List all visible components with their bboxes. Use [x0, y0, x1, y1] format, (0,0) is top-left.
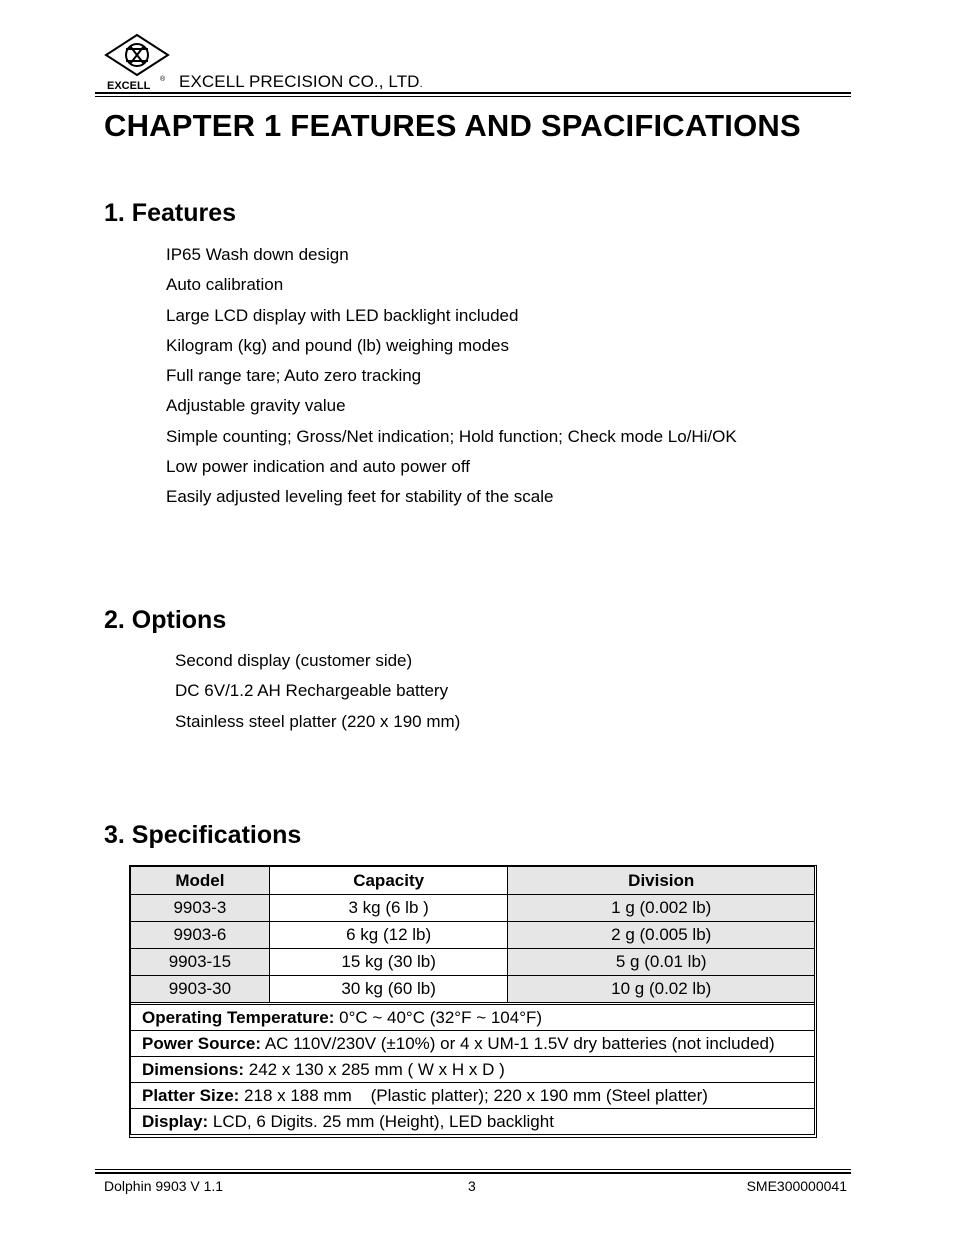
spec-detail-row	[131, 1031, 815, 1057]
spec-detail-row	[131, 1083, 815, 1109]
table-cell: 10 g (0.02 lb)	[508, 976, 815, 1003]
spec-detail-cell	[131, 1083, 815, 1109]
table-cell: 30 kg (60 lb)	[269, 976, 508, 1003]
company-name: EXCELL PRECISION CO., LTD.	[179, 72, 423, 91]
specifications-table	[130, 866, 815, 1135]
spec-detail-label: Operating Temperature:	[142, 1007, 335, 1027]
list-item: Large LCD display with LED backlight included	[166, 305, 519, 325]
header-rule-thin	[95, 96, 851, 97]
header-rule	[95, 92, 851, 94]
list-item: Full range tare; Auto zero tracking	[166, 366, 422, 386]
footer-page-number: 3	[468, 1178, 476, 1194]
table-cell: 1 g (0.002 lb)	[508, 895, 815, 922]
column-header-model: Model	[131, 867, 270, 895]
spec-detail-label: Display:	[142, 1111, 209, 1131]
svg-text:®: ®	[160, 76, 166, 83]
spec-detail-value: 0°C ~ 40°C (32°F ~ 104°F)	[334, 1007, 543, 1027]
spec-detail-label: Power Source:	[142, 1033, 262, 1053]
spec-detail-cell	[131, 1109, 815, 1135]
table-cell: 9903-30	[131, 976, 270, 1003]
footer-document-name: Dolphin 9903 V 1.1	[104, 1178, 224, 1194]
excell-logo	[104, 33, 170, 91]
spec-detail-label: Platter Size:	[142, 1085, 240, 1105]
list-item: Adjustable gravity value	[166, 396, 346, 416]
table-cell: 5 g (0.01 lb)	[508, 949, 815, 976]
chapter-title: CHAPTER 1 FEATURES AND SPACIFICATIONS	[104, 108, 801, 143]
list-item: Second display (customer side)	[175, 651, 413, 670]
table-cell: 3 kg (6 lb )	[269, 895, 508, 922]
table-cell: 2 g (0.005 lb)	[508, 922, 815, 949]
spec-detail-cell	[131, 1031, 815, 1057]
table-cell: 9903-6	[131, 922, 270, 949]
list-item: Kilogram (kg) and pound (lb) weighing modes	[166, 335, 510, 355]
list-item: DC 6V/1.2 AH Rechargeable battery	[175, 681, 449, 701]
table-cell: 9903-15	[131, 949, 270, 976]
list-item: Auto calibration	[166, 275, 284, 295]
footer-rule	[95, 1172, 851, 1174]
spec-detail-value: LCD, 6 Digits. 25 mm (Height), LED backlight	[208, 1111, 554, 1131]
spec-detail-row	[131, 1109, 815, 1135]
spec-detail-cell	[131, 1057, 815, 1083]
spec-detail-cell	[131, 1005, 815, 1031]
spec-detail-row	[131, 1005, 815, 1031]
table-header-row	[131, 867, 815, 895]
logo-text: EXCELL	[107, 80, 151, 91]
specifications-title: 3. Specifications	[104, 821, 302, 849]
spec-detail-value: 242 x 130 x 285 mm ( W x H x D )	[244, 1059, 505, 1079]
list-item: Simple counting; Gross/Net indication; Hold function; Check mode Lo/Hi/OK	[166, 426, 737, 446]
features-title: 1. Features	[104, 199, 237, 227]
footer-rule-thin	[95, 1169, 851, 1170]
spec-detail-value: 218 x 188 mm (Plastic platter); 220 x 190 mm (Steel platter)	[239, 1085, 708, 1105]
options-title: 2. Options	[104, 606, 227, 634]
column-header-capacity: Capacity	[269, 867, 508, 895]
list-item: Low power indication and auto power off	[166, 457, 470, 477]
table-row	[131, 895, 815, 922]
spec-detail-row	[131, 1057, 815, 1083]
table-row	[131, 976, 815, 1003]
list-item: Easily adjusted leveling feet for stability of the scale	[166, 487, 554, 507]
footer-document-code: SME300000041	[746, 1178, 847, 1194]
table-cell: 6 kg (12 lb)	[269, 922, 508, 949]
spec-detail-value: AC 110V/230V (±10%) or 4 x UM-1 1.5V dry batteries (not included)	[261, 1033, 775, 1053]
spec-detail-label: Dimensions:	[142, 1059, 245, 1079]
table-row	[131, 922, 815, 949]
features-list	[166, 244, 737, 517]
table-cell: 15 kg (30 lb)	[269, 949, 508, 976]
list-item: Stainless steel platter (220 x 190 mm)	[175, 711, 461, 731]
list-item: IP65 Wash down design	[166, 245, 349, 264]
table-row	[131, 949, 815, 976]
column-header-division: Division	[508, 867, 815, 895]
options-list	[175, 650, 460, 741]
table-cell: 9903-3	[131, 895, 270, 922]
